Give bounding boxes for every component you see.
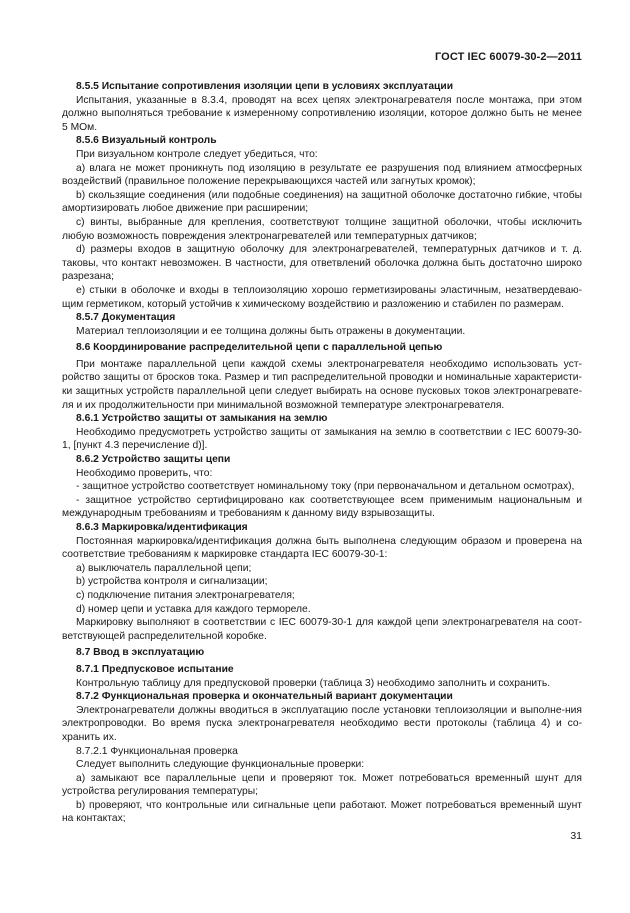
paragraph: Контрольную таблицу для предпусковой проверки (таблица 3) необходимо заполнить и сохранить. bbox=[76, 677, 551, 689]
paragraph: е) стыки в оболочке и входы в теплоизоляцию хорошо герметизированы эластичным, незатвердеваю-щим герметиком, который устойчив к химическому воздействию и разложению и стабилен по размерам. bbox=[62, 284, 582, 310]
paragraph: d) номер цепи и уставка для каждого термореле. bbox=[76, 603, 311, 615]
paragraph: При монтаже параллельной цепи каждой схемы электронагревателя необходимо использовать уст-ройство защиты от бросков тока. Размер и тип распределительной проводки и номинальные характеристи-ки защитных устройств параллельной цепи следует выбирать на основе пусковых токов электронагревате-ля и их продолжительности при минимальной возможной температуре электронагревателя. bbox=[62, 358, 582, 411]
section-heading: 8.7.2 Функциональная проверка и окончательный вариант документации bbox=[76, 691, 453, 703]
paragraph: а) влага не может проникнуть под изоляцию в результате ее разрушения под влиянием атмосферных воздействий (правильное положение перекрывающихся частей или загнутых кромок); bbox=[62, 162, 582, 188]
paragraph: Постоянная маркировка/идентификация должна быть выполнена следующим образом и проверена на соответствие требованиям к маркировке стандарта IEC 60079-30-1: bbox=[62, 535, 582, 561]
paragraph: d) размеры входов в защитную оболочку для электронагревателей, температурных датчиков и т. д. таковы, что контакт невозможен. В частности, для ответвлений оболочка должна быть достаточно широко разрезана; bbox=[62, 244, 582, 283]
section-heading: 8.7.1 Предпусковое испытание bbox=[76, 663, 234, 675]
paragraph: При визуальном контроле следует убедиться, что: bbox=[76, 148, 318, 160]
section-heading: 8.6.1 Устройство защиты от замыкания на землю bbox=[76, 413, 328, 425]
section-heading: 8.6.2 Устройство защиты цепи bbox=[76, 454, 231, 466]
section-heading: 8.6 Координирование распределительной цепи с параллельной цепью bbox=[76, 342, 443, 354]
paragraph: b) скользящие соединения (или подобные соединения) на защитной оболочке достаточно гибкие, чтобы амортизировать любое движение при расширении; bbox=[62, 189, 582, 215]
paragraph: b) устройства контроля и сигнализации; bbox=[76, 576, 268, 588]
paragraph: Испытания, указанные в 8.3.4, проводят на всех цепях электронагревателя после монтажа, при этом должно выполняться требование к измеренному сопротивлению изоляции, которое должно быть не менее 5 МОм. bbox=[62, 94, 582, 133]
paragraph: Материал теплоизоляции и ее толщина должны быть отражены в документации. bbox=[76, 325, 466, 337]
paragraph: с) винты, выбранные для крепления, соответствуют толщине защитной оболочки, чтобы исключить любую возможность повреждения электронагревателей или температурных датчиков; bbox=[62, 216, 582, 242]
paragraph: с) подключение питания электронагревателя; bbox=[76, 589, 295, 601]
section-heading: 8.6.3 Маркировка/идентификация bbox=[76, 522, 248, 533]
paragraph: Маркировку выполняют в соответствии с IEC 60079-30-1 для каждой цепи электронагревателя на соот-ветствующей распределительной коробке. bbox=[62, 617, 582, 642]
document-header: ГОСТ IEC 60079-30-2—2011 bbox=[434, 51, 582, 63]
paragraph: - защитное устройство сертифицировано как соответствующее всем применимым национальным и международным требованиям и требованиям к данному виду взрывозащиты. bbox=[62, 494, 582, 520]
document-body bbox=[62, 80, 582, 826]
section-heading: 8.5.5 Испытание сопротивления изоляции цепи в условиях эксплуатации bbox=[76, 81, 454, 92]
section-heading: 8.5.7 Документация bbox=[76, 312, 176, 324]
section-heading: 8.5.6 Визуальный контроль bbox=[76, 135, 217, 147]
paragraph: 8.7.2.1 Функциональная проверка bbox=[76, 745, 238, 757]
paragraph: Необходимо проверить, что: bbox=[76, 467, 213, 479]
page-number: 31 bbox=[570, 830, 582, 842]
paragraph: Необходимо предусмотреть устройство защиты от замыкания на землю в соответствии с IEC 60079-30-1, [пункт 4.3 перечисление d)]. bbox=[62, 426, 582, 452]
paragraph: - защитное устройство соответствует номинальному току (при первоначальном и детальном осмотрах), bbox=[76, 481, 575, 493]
paragraph: b) проверяют, что контрольные или сигнальные цепи работают. Может потребоваться временный шунт на контактах; bbox=[62, 799, 582, 825]
paragraph: Следует выполнить следующие функциональные проверки: bbox=[76, 759, 365, 771]
section-heading: 8.7 Ввод в эксплуатацию bbox=[76, 647, 205, 659]
paragraph: а) замыкают все параллельные цепи и проверяют ток. Может потребоваться временный шунт для устройства регулирования температуры; bbox=[62, 772, 582, 798]
paragraph: а) выключатель параллельной цепи; bbox=[76, 562, 252, 574]
paragraph: Электронагреватели должны вводиться в эксплуатацию после установки теплоизоляции и выполне-ния электропроводки. Во время пуска электронагревателя необходимо вести протоколы (таблица 4) и со-хранить их. bbox=[62, 704, 582, 743]
